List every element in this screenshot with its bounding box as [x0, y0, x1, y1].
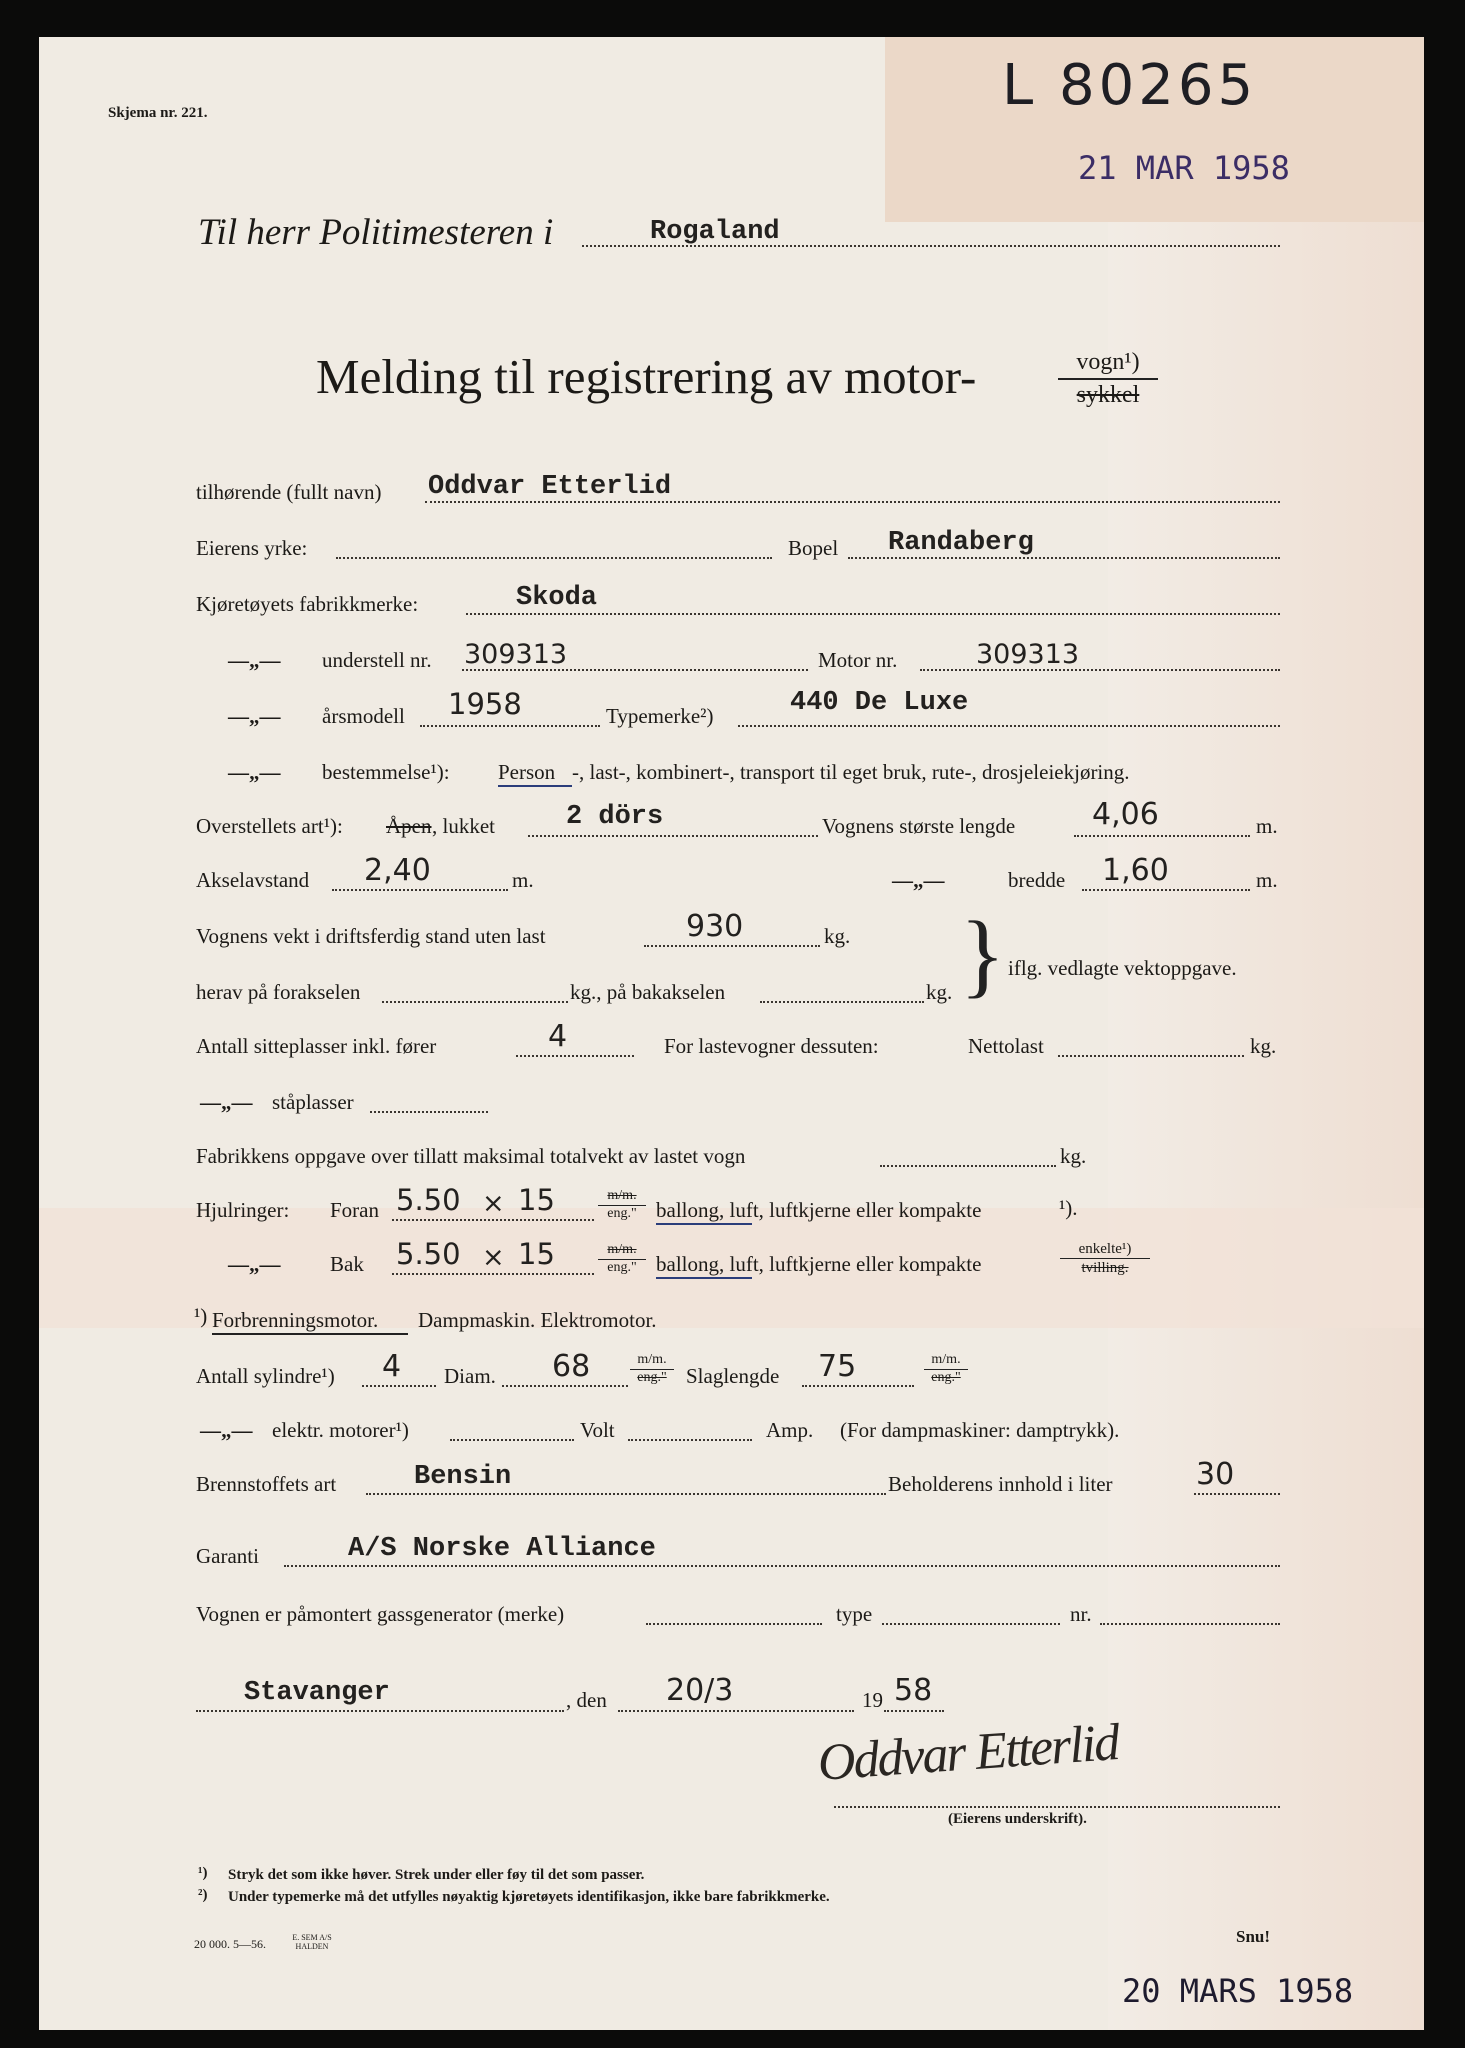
make-value: Skoda: [516, 583, 598, 613]
ditto-chassis: —„—: [228, 648, 281, 672]
front-axle-line: [382, 1001, 568, 1003]
ditto-purpose: —„—: [228, 760, 281, 784]
wheelbase-unit: m.: [512, 868, 534, 892]
printer-name: E. SEM A/S HALDEN: [292, 1933, 332, 1951]
fuel-value: Bensin: [414, 1462, 512, 1492]
weight-value: 930: [686, 909, 744, 944]
tires-rear-arrangement: [1060, 1240, 1150, 1277]
tires-front-width: 5.50: [396, 1183, 461, 1217]
body-closed: , lukket: [432, 814, 495, 838]
tires-front-eng: eng.": [607, 1205, 637, 1221]
wheelbase-label: Akselavstand: [196, 868, 310, 892]
wheelbase-line: [332, 889, 508, 891]
tires-front-type: ballong, luft, luftkjerne eller kompakte: [656, 1198, 982, 1222]
body-label: Overstellets art¹):: [196, 814, 343, 838]
fuel-line: [366, 1493, 886, 1495]
title-sykkel: sykkel: [1076, 382, 1140, 409]
length-label: Vognens største lengde: [822, 814, 1016, 838]
front-axle-label: herav på forakselen: [196, 980, 361, 1004]
year-line: [420, 725, 600, 727]
tank-line: [1194, 1493, 1280, 1495]
weight-unit: kg.: [824, 924, 851, 948]
amp-label: Amp.: [766, 1418, 814, 1442]
motor-type-note: ¹): [194, 1304, 208, 1328]
tires-front-dia: 15: [518, 1183, 555, 1217]
rear-axle-label: kg., på bakakselen: [570, 980, 726, 1004]
ditto-rear: —„—: [228, 1252, 281, 1276]
addressee-place: Rogaland: [650, 217, 780, 247]
max-weight-line: [880, 1165, 1056, 1167]
guarantee-label: Garanti: [196, 1544, 259, 1568]
wheelbase-value: 2,40: [364, 853, 431, 888]
purpose-person-underline: [498, 785, 572, 787]
tires-rear-mm: m/m.: [598, 1242, 646, 1260]
stroke-mm: m/m.: [924, 1352, 968, 1370]
rear-axle-line: [760, 1001, 924, 1003]
tires-rear-label: Bak: [330, 1252, 364, 1276]
width-line: [1082, 889, 1250, 891]
tires-front-unit: [598, 1188, 646, 1223]
seats-line: [516, 1055, 634, 1057]
tires-front-line: [392, 1219, 594, 1221]
make-line: [466, 613, 1280, 615]
diameter-line: [502, 1385, 628, 1387]
diameter-eng: eng.": [637, 1369, 667, 1385]
standing-line: [370, 1111, 488, 1113]
engine-line: [920, 669, 1280, 671]
owner-value: Oddvar Etterlid: [428, 472, 672, 502]
title-vogn: vogn¹): [1058, 347, 1158, 380]
chassis-value: 309313: [464, 639, 568, 670]
gas-generator-line: [646, 1623, 822, 1625]
year-label: årsmodell: [322, 704, 405, 728]
registration-number: L 80265: [1002, 53, 1258, 118]
width-label: bredde: [1008, 868, 1066, 892]
gas-generator-label: Vognen er påmontert gassgenerator (merke): [196, 1602, 565, 1626]
elmotor-line: [450, 1439, 574, 1441]
standing-label: ståplasser: [272, 1090, 354, 1114]
year-value: 1958: [448, 687, 522, 721]
addressee-label: Til herr Politimesteren i: [198, 212, 554, 253]
date-label: , den: [566, 1688, 607, 1712]
type-value: 440 De Luxe: [790, 688, 969, 718]
guarantee-value: A/S Norske Alliance: [348, 1534, 656, 1564]
tank-label: Beholderens innhold i liter: [888, 1472, 1113, 1496]
footnote-1-mark: ¹): [198, 1865, 208, 1881]
tires-rear-width: 5.50: [396, 1237, 461, 1271]
tires-rear-line: [392, 1273, 594, 1275]
received-date-stamp: 21 MAR 1958: [1078, 149, 1290, 187]
type-line: [738, 725, 1280, 727]
ditto-standing: —„—: [200, 1090, 253, 1114]
form-number: Skjema nr. 221.: [108, 105, 208, 121]
place-line: [196, 1710, 564, 1712]
purpose-person: Person: [498, 760, 556, 784]
motor-combustion-underline: [212, 1333, 408, 1335]
motor-other: Dampmaskin. Elektromotor.: [418, 1308, 657, 1332]
elmotor-label: elektr. motorer¹): [272, 1418, 409, 1442]
gas-type-line: [882, 1623, 1060, 1625]
cylinders-label: Antall sylindre¹): [196, 1364, 335, 1388]
date-value: 20/3: [666, 1673, 734, 1708]
netload-line: [1058, 1055, 1244, 1057]
body-open: Åpen: [386, 814, 432, 838]
fuel-label: Brennstoffets art: [196, 1472, 337, 1496]
width-unit: m.: [1256, 868, 1278, 892]
tank-value: 30: [1196, 1457, 1235, 1492]
tires-rear-eng: eng.": [607, 1259, 637, 1275]
cargo-label: For lastevogner dessuten:: [664, 1034, 879, 1058]
guarantee-line: [284, 1565, 1280, 1567]
weight-note: iflg. vedlagte vektoppgave.: [1008, 956, 1237, 980]
diameter-mm: m/m.: [630, 1352, 674, 1370]
printer-line: 20 000. 5—56.: [194, 1937, 266, 1951]
weight-brace: }: [960, 903, 1006, 1007]
date-line: [618, 1710, 854, 1712]
gas-type-label: type: [836, 1602, 873, 1626]
motor-combustion: Forbrenningsmotor.: [212, 1308, 379, 1332]
steam-label: (For dampmaskiner: damptrykk).: [840, 1418, 1120, 1442]
tires-rear-dia: 15: [518, 1237, 555, 1271]
length-value: 4,06: [1092, 797, 1159, 832]
residence-value: Randaberg: [888, 528, 1034, 558]
volt-line: [628, 1439, 752, 1441]
diameter-label: Diam.: [444, 1364, 496, 1388]
purpose-label: bestemmelse¹):: [322, 760, 450, 784]
paper-tint: [1108, 222, 1424, 2030]
weight-label: Vognens vekt i driftsferdig stand uten last: [196, 924, 546, 948]
width-value: 1,60: [1102, 853, 1169, 888]
footnote-2-mark: ²): [198, 1887, 208, 1903]
max-weight-unit: kg.: [1060, 1144, 1087, 1168]
stroke-value: 75: [818, 1349, 857, 1384]
gas-nr-line: [1100, 1623, 1280, 1625]
seats-label: Antall sitteplasser inkl. fører: [196, 1034, 437, 1058]
engine-value: 309313: [976, 639, 1080, 670]
volt-label: Volt: [580, 1418, 615, 1442]
ditto-year: —„—: [228, 704, 281, 728]
diameter-unit: [630, 1352, 674, 1387]
seats-value: 4: [548, 1019, 568, 1054]
weight-line: [644, 945, 820, 947]
tires-rear-type: ballong, luft, luftkjerne eller kompakte: [656, 1252, 982, 1276]
ditto-width: —„—: [892, 868, 945, 892]
chassis-label: understell nr.: [322, 648, 432, 672]
tires-rear-single: enkelte¹): [1060, 1240, 1150, 1259]
max-weight-label: Fabrikkens oppgave over tillatt maksimal totalvekt av lastet vogn: [196, 1144, 746, 1168]
body-line: [528, 835, 818, 837]
tires-front-mm: m/m.: [598, 1188, 646, 1206]
tires-rear-underline: [656, 1277, 752, 1279]
tires-label: Hjulringer:: [196, 1198, 290, 1222]
length-line: [1074, 835, 1250, 837]
gas-nr-label: nr.: [1070, 1602, 1092, 1626]
tires-front-x: ×: [482, 1188, 505, 1219]
form-title: Melding til registrering av motor-: [316, 349, 977, 404]
turn-over-note: Snu!: [1236, 1927, 1271, 1946]
residence-label: Bopel: [788, 536, 839, 560]
signature-line: [834, 1806, 1280, 1808]
engine-label: Motor nr.: [818, 648, 898, 672]
bottom-date-stamp: 20 MARS 1958: [1122, 1972, 1354, 2010]
diameter-value: 68: [552, 1349, 591, 1384]
occupation-line: [336, 557, 772, 559]
occupation-label: Eierens yrke:: [196, 536, 308, 560]
make-label: Kjøretøyets fabrikkmerke:: [196, 592, 419, 616]
signature-caption: (Eierens underskrift).: [948, 1811, 1087, 1827]
footnote-1-text: Stryk det som ikke høver. Strek under eller føy til det som passer.: [228, 1867, 645, 1883]
netload-label: Nettolast: [968, 1034, 1044, 1058]
length-unit: m.: [1256, 814, 1278, 838]
body-value: 2 dörs: [566, 802, 664, 832]
owner-label: tilhørende (fullt navn): [196, 480, 382, 504]
tires-rear-twin: tvilling.: [1081, 1260, 1129, 1276]
stroke-unit: [924, 1352, 968, 1387]
tires-front-underline: [656, 1223, 752, 1225]
year-prefix: 19: [862, 1688, 883, 1712]
purpose-options: -, last-, kombinert-, transport til eget bruk, rute-, drosjeleiekjøring.: [572, 760, 1130, 784]
stroke-line: [802, 1385, 914, 1387]
year-suffix: 58: [894, 1673, 933, 1708]
tires-front-note: ¹).: [1059, 1196, 1078, 1220]
tires-rear-x: ×: [482, 1242, 505, 1273]
cylinders-line: [362, 1385, 436, 1387]
title-vehicle-type: [1058, 347, 1158, 411]
year-suffix-line: [884, 1710, 944, 1712]
stroke-label: Slaglengde: [686, 1364, 780, 1388]
rear-axle-unit: kg.: [926, 980, 953, 1004]
owner-signature: Oddvar Etterlid: [815, 1714, 1120, 1792]
cylinders-value: 4: [382, 1349, 402, 1384]
netload-unit: kg.: [1250, 1034, 1277, 1058]
type-label: Typemerke²): [606, 704, 714, 728]
ditto-elmotor: —„—: [200, 1418, 253, 1442]
stroke-eng: eng.": [931, 1369, 961, 1385]
place-value: Stavanger: [244, 1678, 390, 1708]
tires-rear-unit: [598, 1242, 646, 1277]
footnote-2-text: Under typemerke må det utfylles nøyaktig kjøretøyets identifikasjon, ikke bare fabrikkmerke.: [228, 1889, 830, 1905]
tires-front-label: Foran: [330, 1198, 379, 1222]
